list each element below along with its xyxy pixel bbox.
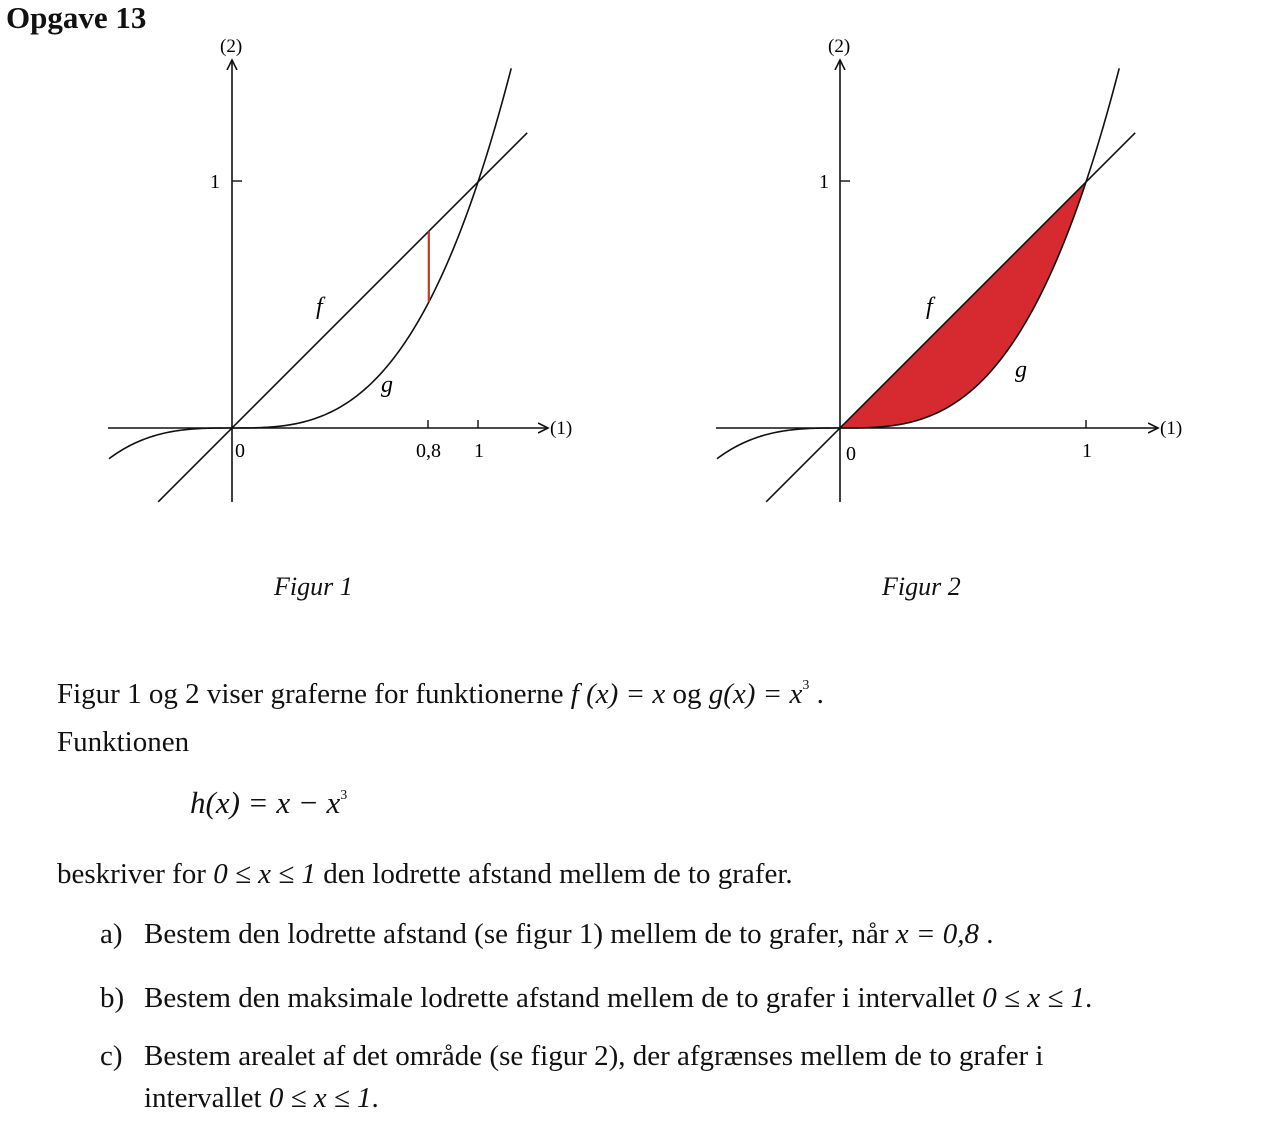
question-c-text-line1: Bestem arealet af det område (se figur 2), der afgrænses mellem de to grafer i: [144, 1040, 1044, 1072]
question-c: [100, 1040, 1043, 1073]
fig2-y-tick-label: 1: [819, 171, 829, 193]
question-a-label: a): [100, 918, 123, 950]
question-c-text-line2: intervallet: [144, 1082, 269, 1114]
question-b: [100, 982, 1092, 1015]
question-b-text: Bestem den maksimale lodrette afstand mellem de to grafer i intervallet: [144, 982, 983, 1014]
question-b-math: 0 ≤ x ≤ 1: [982, 982, 1085, 1014]
fig2-x-axis-label: (1): [1160, 418, 1183, 439]
fig1-g-curve: [109, 68, 511, 458]
fig1-y-tick-label: 1: [210, 171, 220, 193]
g-expression: g(x) = x: [708, 678, 803, 710]
question-a-text: Bestem den lodrette afstand (se figur 1) mellem de to grafer, når: [144, 918, 896, 950]
question-c-label: c): [100, 1040, 123, 1072]
fig2-f-label: f: [926, 294, 933, 320]
fig1-y-axis-label: (2): [220, 36, 243, 57]
fig1-g-label: g: [381, 372, 393, 398]
h-exponent: 3: [340, 788, 348, 803]
question-b-end: .: [1085, 982, 1093, 1014]
figure-2-caption: Figur 2: [882, 572, 961, 601]
question-b-label: b): [100, 982, 125, 1014]
funktionen-line: Funktionen: [57, 726, 190, 758]
exercise-title: Opgave 13: [6, 0, 147, 35]
intro-prefix: Figur 1 og 2 viser graferne for funktionerne: [57, 678, 571, 710]
fig2-g-label: g: [1015, 357, 1027, 383]
intro-end: .: [809, 678, 824, 710]
fig1-x-tick-label-1: 1: [474, 440, 484, 462]
f-expression: f (x) = x: [570, 678, 666, 710]
fig1-f-label: f: [316, 294, 323, 320]
figure-1-caption: Figur 1: [274, 572, 353, 601]
question-c-math: 0 ≤ x ≤ 1: [268, 1082, 372, 1114]
question-c-end: .: [371, 1082, 379, 1114]
fig1-x-axis-label: (1): [550, 418, 573, 439]
intro-line: [57, 678, 824, 711]
beskriver-suffix: den lodrette afstand mellem de to grafer.: [315, 858, 793, 890]
question-a-math: x = 0,8: [895, 918, 979, 950]
fig2-origin-label: 0: [846, 443, 856, 465]
fig2-y-axis-label: (2): [828, 36, 851, 57]
fig2-x-tick-label-1: 1: [1082, 440, 1092, 462]
fig1-origin-label: 0: [235, 440, 245, 462]
question-c-line2: [144, 1082, 379, 1115]
g-exponent: 3: [802, 678, 810, 693]
question-a: [100, 918, 993, 951]
h-equation: [190, 785, 347, 821]
beskriver-line: [57, 858, 793, 891]
fig1-x-tick-label-08: 0,8: [416, 440, 441, 462]
question-a-end: .: [978, 918, 994, 950]
og-word: og: [665, 678, 709, 710]
beskriver-prefix: beskriver for: [57, 858, 214, 890]
interval-expression: 0 ≤ x ≤ 1: [213, 858, 316, 890]
h-expression: h(x) = x − x: [190, 785, 341, 820]
